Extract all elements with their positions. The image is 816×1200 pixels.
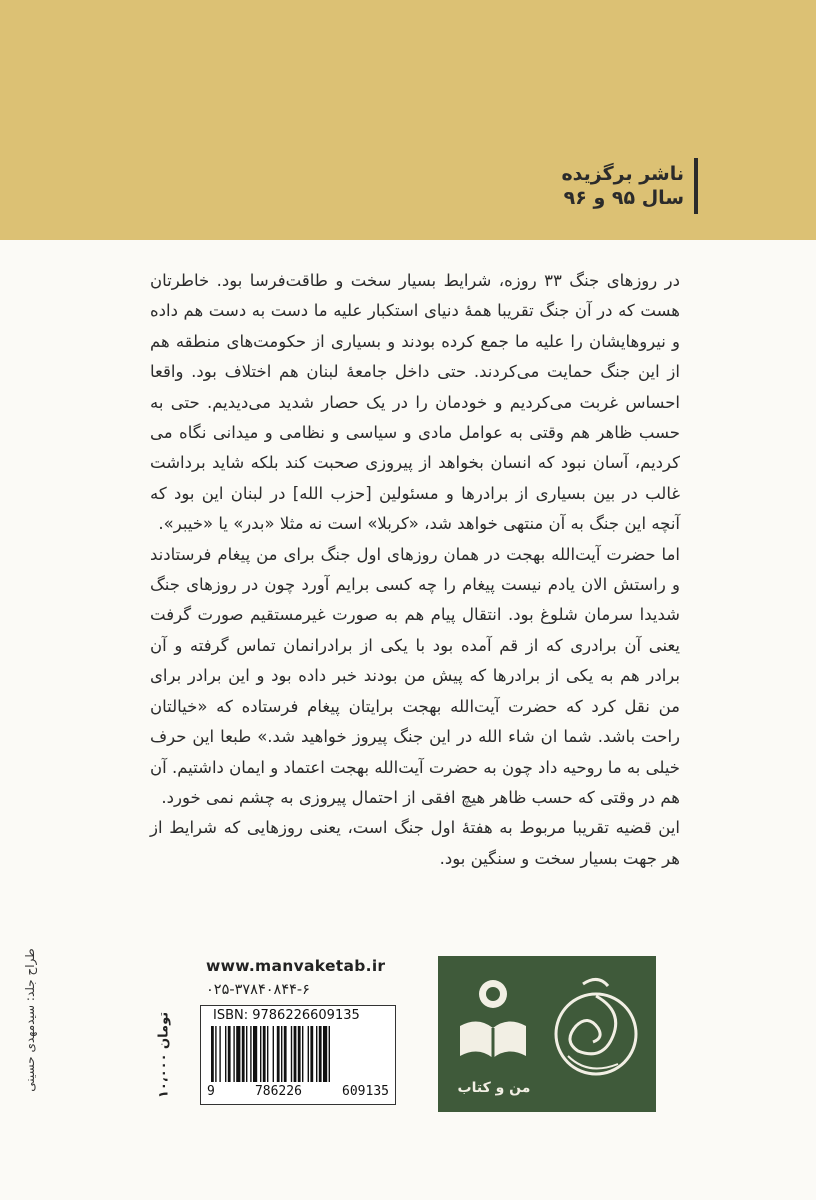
isbn-digit-group: 9 (207, 1084, 215, 1099)
barcode-bar (260, 1026, 261, 1082)
back-cover-text (150, 266, 680, 874)
publisher-phone: ۰۲۵-۳۷۸۴۰۸۴۴-۶ (206, 982, 310, 998)
barcode-bar (267, 1026, 268, 1082)
barcode-bar (284, 1026, 287, 1082)
publisher-logo-block (438, 956, 656, 1112)
barcode-bar (273, 1026, 274, 1082)
award-badge-line-1: ناشر برگزیده (561, 163, 684, 185)
barcode-bar (308, 1026, 309, 1082)
barcode-bar (211, 1026, 214, 1082)
barcode-bar (228, 1026, 231, 1082)
barcode-bars (209, 1026, 387, 1084)
barcode-bar (219, 1026, 220, 1082)
barcode-bar (263, 1026, 266, 1082)
isbn-barcode (200, 1005, 396, 1105)
paragraph-2: اما حضرت آیت‌الله بهجت در همان روزهای اول جنگ برای من پیغام فرستادند و راستش الان یادم نیست پیغام را چه کسی برایم آورد چون در روزهای جنگ شدیدا سرمان شلوغ بود. انتقال پیام هم به صورت غیرمستقیم صورت گرفت یعنی آن برادری که از قم آمده بود با یکی از برادرانمان تماس گرفته و آن برادر هم به یکی از برادرها که پیش من بودند خبر داده بود و این برادر برای من نقل کرد که حضرت آیت‌الله بهجت برایتان پیغام فرستاده که «خیالتان راحت باشد. شما ان شاء الله در این جنگ پیروز خواهید شد.» طبعا این حرف خیلی به ما روحیه داد چون به حضرت آیت‌الله بهجت اعتماد و ایمان داشتیم. آن هم در وقتی که حسب ظاهر هیچ افقی از احتمال پیروزی به چشم نمی خورد. (150, 544, 680, 807)
paragraph-1: در روزهای جنگ ۳۳ روزه، شرایط بسیار سخت و طاقت‌فرسا بود. خاطرتان هست که در آن جنگ تقریبا همهٔ دنیای استکبار علیه ما دست به دست هم داده و نیروهایشان را علیه ما جمع کرده بودند و بسیاری از حکومت‌های منطقه هم از این جنگ حمایت می‌کردند. حتی داخل جامعهٔ لبنان هم اختلاف بود. واقعا احساس غربت می‌کردیم و خودمان را در یک حصار شدید می‌دیدیم. حتی به حسب ظاهر هم وقتی به عوامل مادی و سیاسی و نظامی و میدانی نگاه می کردیم، آسان نبود که انسان بخواهد از پیروزی صحبت کند بلکه شاید برداشت غالب در بین بسیاری از برادرها و مسئولین [حزب الله] در لبنان این بود که آنچه این جنگ به آن منتهی خواهد شد، «کربلا» است نه مثلا «بدر» یا «خیبر». (150, 271, 680, 534)
barcode-bar (323, 1026, 327, 1082)
barcode-bar (329, 1026, 330, 1082)
barcode-bar (319, 1026, 322, 1082)
publisher-logo-label: من و کتاب (457, 1080, 531, 1096)
barcode-bar (316, 1026, 317, 1082)
barcode-bar (233, 1026, 234, 1082)
paragraph-3: این قضیه تقریبا مربوط به هفتهٔ اول جنگ است، یعنی روزهایی که شرایط از هر جهت بسیار سخت و سنگین بود. (150, 818, 680, 868)
barcode-bar (236, 1026, 240, 1082)
swirl-emblem-icon (556, 979, 636, 1074)
barcode-bar (291, 1026, 292, 1082)
barcode-bar (281, 1026, 282, 1082)
barcode-bar (246, 1026, 247, 1082)
cover-designer-text: طراح جلد: سیدمهدی حسینی (23, 948, 37, 1092)
isbn-digits (207, 1084, 389, 1099)
award-badge-line-2: سال ۹۵ و ۹۶ (563, 187, 684, 209)
barcode-bar (310, 1026, 313, 1082)
barcode-bar (242, 1026, 245, 1082)
price-label (150, 1000, 178, 1110)
publisher-website: www.manvaketab.ir (206, 957, 386, 975)
book-reader-icon (460, 980, 526, 1058)
barcode-bar (302, 1026, 303, 1082)
barcode-bar (225, 1026, 226, 1082)
cover-designer-credit (14, 900, 46, 1140)
barcode-bar (253, 1026, 257, 1082)
barcode-bar (294, 1026, 297, 1082)
award-badge (540, 158, 698, 214)
isbn-digit-group: 609135 (342, 1084, 389, 1099)
price-text: ۱۰،۰۰۰ تومان (156, 1011, 172, 1099)
isbn-digit-group: 786226 (254, 1084, 302, 1099)
barcode-bar (277, 1026, 280, 1082)
barcode-bar (298, 1026, 301, 1082)
isbn-label: ISBN: 9786226609135 (213, 1008, 360, 1023)
barcode-bar (250, 1026, 251, 1082)
barcode-bar (215, 1026, 216, 1082)
